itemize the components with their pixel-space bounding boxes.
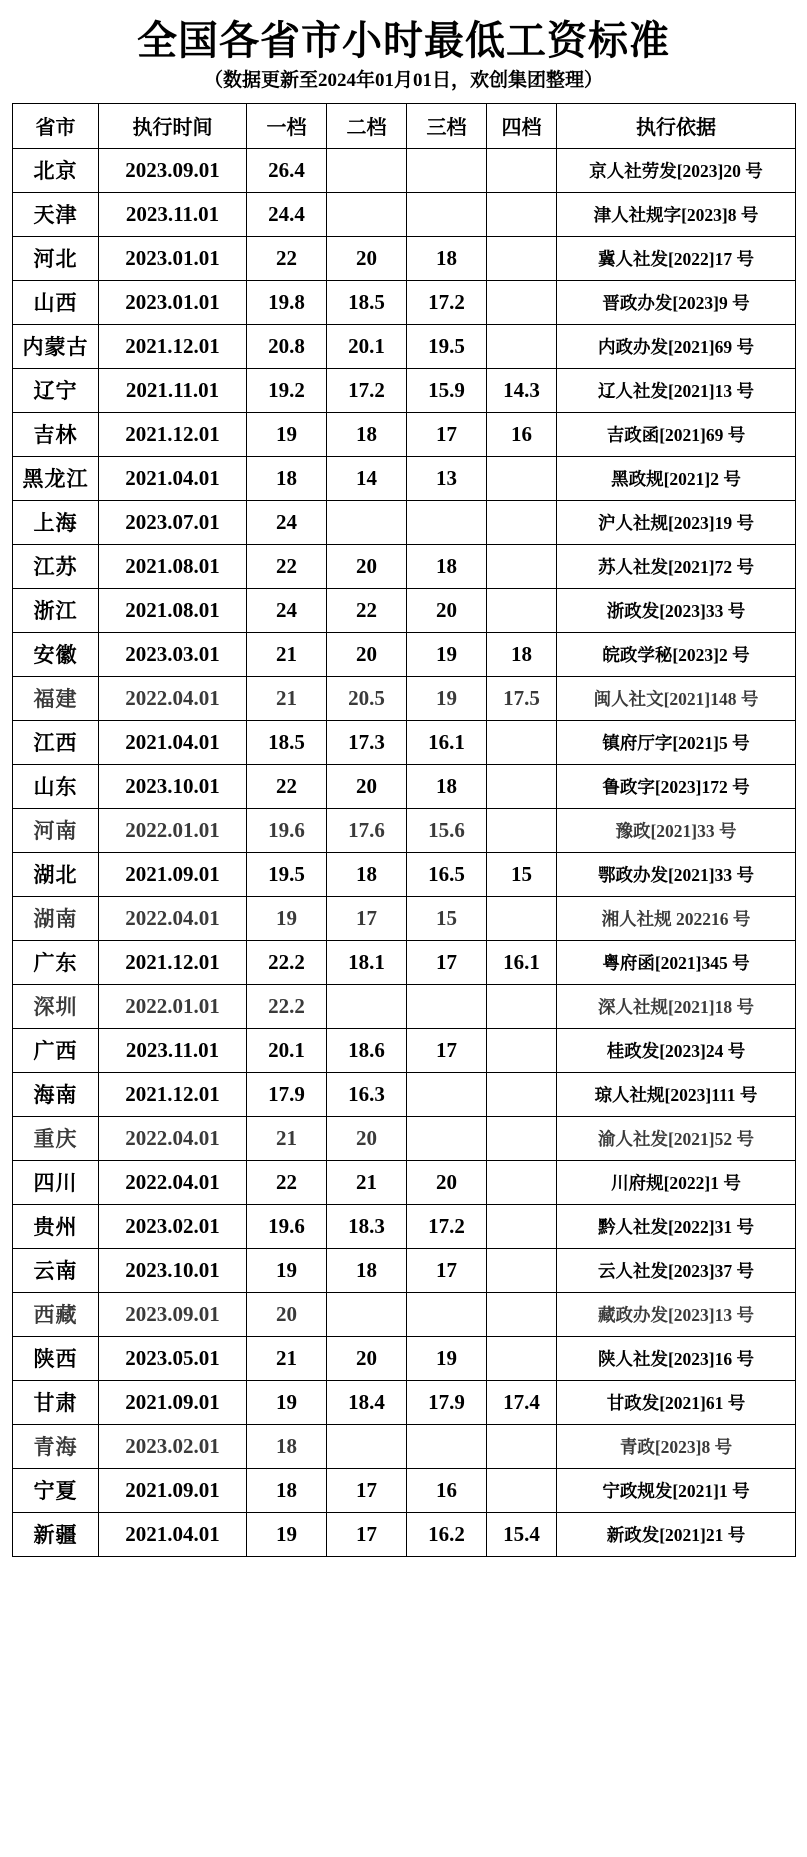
cell-province: 黑龙江 xyxy=(13,456,99,500)
cell-tier-2 xyxy=(327,500,407,544)
cell-tier-3: 19 xyxy=(407,1336,487,1380)
cell-basis: 晋政办发[2023]9 号 xyxy=(557,280,796,324)
cell-province: 山西 xyxy=(13,280,99,324)
cell-province: 陕西 xyxy=(13,1336,99,1380)
table-row xyxy=(13,1116,796,1160)
cell-tier-4 xyxy=(487,1336,557,1380)
cell-tier-2: 20 xyxy=(327,236,407,280)
cell-tier-4: 14.3 xyxy=(487,368,557,412)
cell-province: 新疆 xyxy=(13,1512,99,1556)
table-row xyxy=(13,1072,796,1116)
cell-basis: 京人社劳发[2023]20 号 xyxy=(557,148,796,192)
cell-tier-1: 26.4 xyxy=(247,148,327,192)
cell-basis: 黔人社发[2022]31 号 xyxy=(557,1204,796,1248)
cell-effective-date: 2023.01.01 xyxy=(99,236,247,280)
cell-tier-1: 21 xyxy=(247,1336,327,1380)
cell-tier-4 xyxy=(487,148,557,192)
cell-tier-3: 20 xyxy=(407,588,487,632)
cell-tier-2: 16.3 xyxy=(327,1072,407,1116)
cell-tier-4 xyxy=(487,1204,557,1248)
cell-tier-3: 16.2 xyxy=(407,1512,487,1556)
cell-tier-4: 17.4 xyxy=(487,1380,557,1424)
cell-tier-4 xyxy=(487,1424,557,1468)
cell-tier-4 xyxy=(487,720,557,764)
cell-effective-date: 2023.11.01 xyxy=(99,1028,247,1072)
table-row xyxy=(13,896,796,940)
cell-province: 宁夏 xyxy=(13,1468,99,1512)
table-row xyxy=(13,1028,796,1072)
column-header-tier-4: 四档 xyxy=(487,103,557,148)
cell-effective-date: 2022.01.01 xyxy=(99,808,247,852)
cell-tier-4 xyxy=(487,280,557,324)
cell-tier-4 xyxy=(487,500,557,544)
table-row xyxy=(13,368,796,412)
table-row xyxy=(13,544,796,588)
cell-tier-3 xyxy=(407,1072,487,1116)
cell-tier-3: 18 xyxy=(407,544,487,588)
cell-tier-3: 16.1 xyxy=(407,720,487,764)
cell-tier-1: 24 xyxy=(247,588,327,632)
cell-basis: 川府规[2022]1 号 xyxy=(557,1160,796,1204)
cell-province: 吉林 xyxy=(13,412,99,456)
cell-basis: 琼人社规[2023]111 号 xyxy=(557,1072,796,1116)
table-row xyxy=(13,1248,796,1292)
cell-province: 重庆 xyxy=(13,1116,99,1160)
cell-effective-date: 2022.04.01 xyxy=(99,1160,247,1204)
cell-tier-2: 20 xyxy=(327,544,407,588)
cell-tier-4 xyxy=(487,1468,557,1512)
cell-effective-date: 2021.09.01 xyxy=(99,852,247,896)
table-row xyxy=(13,1160,796,1204)
cell-province: 湖北 xyxy=(13,852,99,896)
table-row xyxy=(13,192,796,236)
cell-tier-2: 17.2 xyxy=(327,368,407,412)
cell-tier-4: 16.1 xyxy=(487,940,557,984)
cell-effective-date: 2021.11.01 xyxy=(99,368,247,412)
cell-tier-1: 19.8 xyxy=(247,280,327,324)
cell-tier-1: 22 xyxy=(247,764,327,808)
table-row xyxy=(13,456,796,500)
cell-tier-1: 18 xyxy=(247,456,327,500)
cell-effective-date: 2023.01.01 xyxy=(99,280,247,324)
cell-basis: 冀人社发[2022]17 号 xyxy=(557,236,796,280)
cell-tier-2: 17 xyxy=(327,1468,407,1512)
cell-tier-4 xyxy=(487,324,557,368)
cell-tier-4: 18 xyxy=(487,632,557,676)
cell-tier-3 xyxy=(407,1424,487,1468)
table-row xyxy=(13,324,796,368)
cell-tier-2 xyxy=(327,984,407,1028)
cell-tier-3: 19 xyxy=(407,676,487,720)
cell-tier-1: 20 xyxy=(247,1292,327,1336)
cell-tier-1: 19.6 xyxy=(247,1204,327,1248)
cell-tier-1: 20.1 xyxy=(247,1028,327,1072)
cell-tier-4 xyxy=(487,1160,557,1204)
cell-tier-3: 16 xyxy=(407,1468,487,1512)
cell-tier-1: 22.2 xyxy=(247,984,327,1028)
cell-province: 福建 xyxy=(13,676,99,720)
cell-basis: 宁政规发[2021]1 号 xyxy=(557,1468,796,1512)
cell-tier-1: 19 xyxy=(247,412,327,456)
table-row xyxy=(13,1336,796,1380)
cell-tier-4 xyxy=(487,1116,557,1160)
cell-effective-date: 2021.08.01 xyxy=(99,588,247,632)
cell-province: 北京 xyxy=(13,148,99,192)
cell-tier-3: 17.2 xyxy=(407,1204,487,1248)
table-row xyxy=(13,148,796,192)
cell-tier-3 xyxy=(407,984,487,1028)
table-row xyxy=(13,1292,796,1336)
cell-tier-2: 17.3 xyxy=(327,720,407,764)
cell-tier-3: 18 xyxy=(407,236,487,280)
cell-basis: 云人社发[2023]37 号 xyxy=(557,1248,796,1292)
cell-tier-1: 19.6 xyxy=(247,808,327,852)
table-row xyxy=(13,412,796,456)
cell-effective-date: 2022.04.01 xyxy=(99,676,247,720)
cell-province: 上海 xyxy=(13,500,99,544)
cell-basis: 鄂政办发[2021]33 号 xyxy=(557,852,796,896)
cell-tier-1: 19 xyxy=(247,1248,327,1292)
cell-basis: 湘人社规 202216 号 xyxy=(557,896,796,940)
header-row xyxy=(13,103,796,148)
cell-tier-1: 18 xyxy=(247,1424,327,1468)
cell-tier-2: 22 xyxy=(327,588,407,632)
cell-tier-2: 18 xyxy=(327,852,407,896)
cell-province: 云南 xyxy=(13,1248,99,1292)
cell-tier-2: 18.3 xyxy=(327,1204,407,1248)
cell-tier-3 xyxy=(407,1116,487,1160)
cell-basis: 津人社规字[2023]8 号 xyxy=(557,192,796,236)
cell-tier-3: 18 xyxy=(407,764,487,808)
cell-province: 江西 xyxy=(13,720,99,764)
table-row xyxy=(13,280,796,324)
cell-basis: 浙政发[2023]33 号 xyxy=(557,588,796,632)
cell-effective-date: 2023.02.01 xyxy=(99,1424,247,1468)
cell-tier-2: 14 xyxy=(327,456,407,500)
cell-tier-3: 16.5 xyxy=(407,852,487,896)
cell-tier-4 xyxy=(487,1028,557,1072)
cell-effective-date: 2023.05.01 xyxy=(99,1336,247,1380)
cell-tier-3: 17 xyxy=(407,1028,487,1072)
cell-effective-date: 2023.11.01 xyxy=(99,192,247,236)
table-row xyxy=(13,1380,796,1424)
cell-basis: 镇府厅字[2021]5 号 xyxy=(557,720,796,764)
cell-province: 西藏 xyxy=(13,1292,99,1336)
cell-province: 广东 xyxy=(13,940,99,984)
cell-tier-3: 17 xyxy=(407,412,487,456)
cell-tier-4: 17.5 xyxy=(487,676,557,720)
cell-tier-1: 24.4 xyxy=(247,192,327,236)
cell-tier-3 xyxy=(407,148,487,192)
table-row xyxy=(13,1424,796,1468)
cell-effective-date: 2023.02.01 xyxy=(99,1204,247,1248)
cell-tier-2: 20 xyxy=(327,1116,407,1160)
cell-tier-2: 18.1 xyxy=(327,940,407,984)
cell-basis: 藏政办发[2023]13 号 xyxy=(557,1292,796,1336)
cell-tier-4 xyxy=(487,1072,557,1116)
cell-basis: 新政发[2021]21 号 xyxy=(557,1512,796,1556)
cell-effective-date: 2021.08.01 xyxy=(99,544,247,588)
table-row xyxy=(13,676,796,720)
cell-effective-date: 2023.09.01 xyxy=(99,1292,247,1336)
cell-basis: 黑政规[2021]2 号 xyxy=(557,456,796,500)
cell-tier-4 xyxy=(487,588,557,632)
cell-tier-3 xyxy=(407,192,487,236)
table-row xyxy=(13,852,796,896)
cell-tier-2: 20 xyxy=(327,764,407,808)
cell-tier-1: 22 xyxy=(247,544,327,588)
table-row xyxy=(13,588,796,632)
table-row xyxy=(13,1468,796,1512)
cell-province: 海南 xyxy=(13,1072,99,1116)
cell-tier-2 xyxy=(327,1292,407,1336)
cell-basis: 内政办发[2021]69 号 xyxy=(557,324,796,368)
table-body xyxy=(13,148,796,1556)
cell-basis: 陕人社发[2023]16 号 xyxy=(557,1336,796,1380)
cell-tier-1: 18 xyxy=(247,1468,327,1512)
cell-tier-3: 15.6 xyxy=(407,808,487,852)
table-row xyxy=(13,940,796,984)
cell-tier-4 xyxy=(487,236,557,280)
cell-province: 内蒙古 xyxy=(13,324,99,368)
cell-basis: 粤府函[2021]345 号 xyxy=(557,940,796,984)
table-row xyxy=(13,236,796,280)
cell-tier-1: 21 xyxy=(247,1116,327,1160)
cell-effective-date: 2023.10.01 xyxy=(99,1248,247,1292)
cell-tier-4 xyxy=(487,1248,557,1292)
cell-tier-2: 18 xyxy=(327,412,407,456)
cell-basis: 皖政学秘[2023]2 号 xyxy=(557,632,796,676)
column-header-effective-date: 执行时间 xyxy=(99,103,247,148)
table-row xyxy=(13,1204,796,1248)
cell-province: 山东 xyxy=(13,764,99,808)
cell-tier-4 xyxy=(487,544,557,588)
cell-tier-2: 20 xyxy=(327,1336,407,1380)
cell-tier-2 xyxy=(327,192,407,236)
cell-basis: 桂政发[2023]24 号 xyxy=(557,1028,796,1072)
cell-tier-4 xyxy=(487,192,557,236)
cell-province: 广西 xyxy=(13,1028,99,1072)
cell-tier-2: 20 xyxy=(327,632,407,676)
table-row xyxy=(13,500,796,544)
cell-effective-date: 2023.03.01 xyxy=(99,632,247,676)
cell-tier-1: 19 xyxy=(247,896,327,940)
cell-tier-4 xyxy=(487,808,557,852)
cell-province: 江苏 xyxy=(13,544,99,588)
cell-effective-date: 2021.12.01 xyxy=(99,1072,247,1116)
cell-tier-2: 20.5 xyxy=(327,676,407,720)
cell-tier-2: 18.4 xyxy=(327,1380,407,1424)
cell-tier-3: 13 xyxy=(407,456,487,500)
cell-effective-date: 2021.04.01 xyxy=(99,456,247,500)
cell-tier-3: 15.9 xyxy=(407,368,487,412)
table-row xyxy=(13,632,796,676)
cell-effective-date: 2023.09.01 xyxy=(99,148,247,192)
cell-province: 青海 xyxy=(13,1424,99,1468)
column-header-basis: 执行依据 xyxy=(557,103,796,148)
cell-tier-1: 24 xyxy=(247,500,327,544)
minimum-wage-table xyxy=(12,103,796,1557)
column-header-tier-2: 二档 xyxy=(327,103,407,148)
cell-effective-date: 2022.04.01 xyxy=(99,1116,247,1160)
cell-tier-2: 17 xyxy=(327,896,407,940)
cell-tier-2: 18.5 xyxy=(327,280,407,324)
cell-tier-3: 17 xyxy=(407,1248,487,1292)
cell-province: 贵州 xyxy=(13,1204,99,1248)
cell-tier-4 xyxy=(487,984,557,1028)
cell-basis: 青政[2023]8 号 xyxy=(557,1424,796,1468)
cell-tier-3: 15 xyxy=(407,896,487,940)
cell-effective-date: 2021.12.01 xyxy=(99,324,247,368)
cell-tier-1: 19 xyxy=(247,1512,327,1556)
cell-tier-3 xyxy=(407,500,487,544)
cell-tier-4 xyxy=(487,764,557,808)
cell-tier-4 xyxy=(487,456,557,500)
cell-tier-3: 19.5 xyxy=(407,324,487,368)
cell-basis: 豫政[2021]33 号 xyxy=(557,808,796,852)
cell-province: 湖南 xyxy=(13,896,99,940)
table-row xyxy=(13,984,796,1028)
cell-province: 浙江 xyxy=(13,588,99,632)
cell-tier-4 xyxy=(487,1292,557,1336)
cell-tier-1: 21 xyxy=(247,632,327,676)
table-row xyxy=(13,720,796,764)
column-header-tier-1: 一档 xyxy=(247,103,327,148)
table-header xyxy=(13,103,796,148)
cell-tier-4: 15 xyxy=(487,852,557,896)
cell-tier-2: 18 xyxy=(327,1248,407,1292)
cell-tier-1: 17.9 xyxy=(247,1072,327,1116)
cell-effective-date: 2022.01.01 xyxy=(99,984,247,1028)
cell-tier-3: 19 xyxy=(407,632,487,676)
cell-province: 深圳 xyxy=(13,984,99,1028)
cell-tier-3: 17 xyxy=(407,940,487,984)
cell-effective-date: 2021.04.01 xyxy=(99,720,247,764)
cell-tier-1: 21 xyxy=(247,676,327,720)
cell-tier-1: 22 xyxy=(247,1160,327,1204)
cell-basis: 深人社规[2021]18 号 xyxy=(557,984,796,1028)
cell-tier-1: 22.2 xyxy=(247,940,327,984)
cell-basis: 沪人社规[2023]19 号 xyxy=(557,500,796,544)
page-subtitle: （数据更新至2024年01月01日，欢创集团整理） xyxy=(203,70,603,91)
cell-province: 辽宁 xyxy=(13,368,99,412)
cell-tier-1: 18.5 xyxy=(247,720,327,764)
cell-province: 甘肃 xyxy=(13,1380,99,1424)
cell-tier-2 xyxy=(327,1424,407,1468)
table-row xyxy=(13,808,796,852)
cell-effective-date: 2021.04.01 xyxy=(99,1512,247,1556)
cell-tier-2: 17 xyxy=(327,1512,407,1556)
cell-province: 天津 xyxy=(13,192,99,236)
cell-province: 河南 xyxy=(13,808,99,852)
cell-effective-date: 2023.10.01 xyxy=(99,764,247,808)
cell-tier-1: 22 xyxy=(247,236,327,280)
cell-tier-2: 17.6 xyxy=(327,808,407,852)
column-header-province: 省市 xyxy=(13,103,99,148)
cell-effective-date: 2021.12.01 xyxy=(99,412,247,456)
cell-basis: 鲁政字[2023]172 号 xyxy=(557,764,796,808)
cell-tier-3: 20 xyxy=(407,1160,487,1204)
cell-tier-3: 17.2 xyxy=(407,280,487,324)
cell-effective-date: 2021.12.01 xyxy=(99,940,247,984)
table-row xyxy=(13,1512,796,1556)
cell-province: 河北 xyxy=(13,236,99,280)
column-header-tier-3: 三档 xyxy=(407,103,487,148)
cell-tier-4: 15.4 xyxy=(487,1512,557,1556)
cell-effective-date: 2021.09.01 xyxy=(99,1468,247,1512)
cell-tier-2: 18.6 xyxy=(327,1028,407,1072)
cell-tier-1: 19.2 xyxy=(247,368,327,412)
cell-basis: 甘政发[2021]61 号 xyxy=(557,1380,796,1424)
cell-tier-1: 20.8 xyxy=(247,324,327,368)
cell-effective-date: 2021.09.01 xyxy=(99,1380,247,1424)
cell-basis: 苏人社发[2021]72 号 xyxy=(557,544,796,588)
cell-tier-3: 17.9 xyxy=(407,1380,487,1424)
cell-province: 安徽 xyxy=(13,632,99,676)
cell-tier-4 xyxy=(487,896,557,940)
cell-tier-4: 16 xyxy=(487,412,557,456)
page-title: 全国各省市小时最低工资标准 xyxy=(137,18,670,63)
cell-tier-3 xyxy=(407,1292,487,1336)
cell-basis: 吉政函[2021]69 号 xyxy=(557,412,796,456)
cell-tier-2: 20.1 xyxy=(327,324,407,368)
cell-effective-date: 2023.07.01 xyxy=(99,500,247,544)
cell-effective-date: 2022.04.01 xyxy=(99,896,247,940)
cell-basis: 闽人社文[2021]148 号 xyxy=(557,676,796,720)
cell-tier-1: 19.5 xyxy=(247,852,327,896)
cell-province: 四川 xyxy=(13,1160,99,1204)
table-row xyxy=(13,764,796,808)
cell-tier-2: 21 xyxy=(327,1160,407,1204)
cell-basis: 渝人社发[2021]52 号 xyxy=(557,1116,796,1160)
cell-tier-1: 19 xyxy=(247,1380,327,1424)
cell-tier-2 xyxy=(327,148,407,192)
cell-basis: 辽人社发[2021]13 号 xyxy=(557,368,796,412)
